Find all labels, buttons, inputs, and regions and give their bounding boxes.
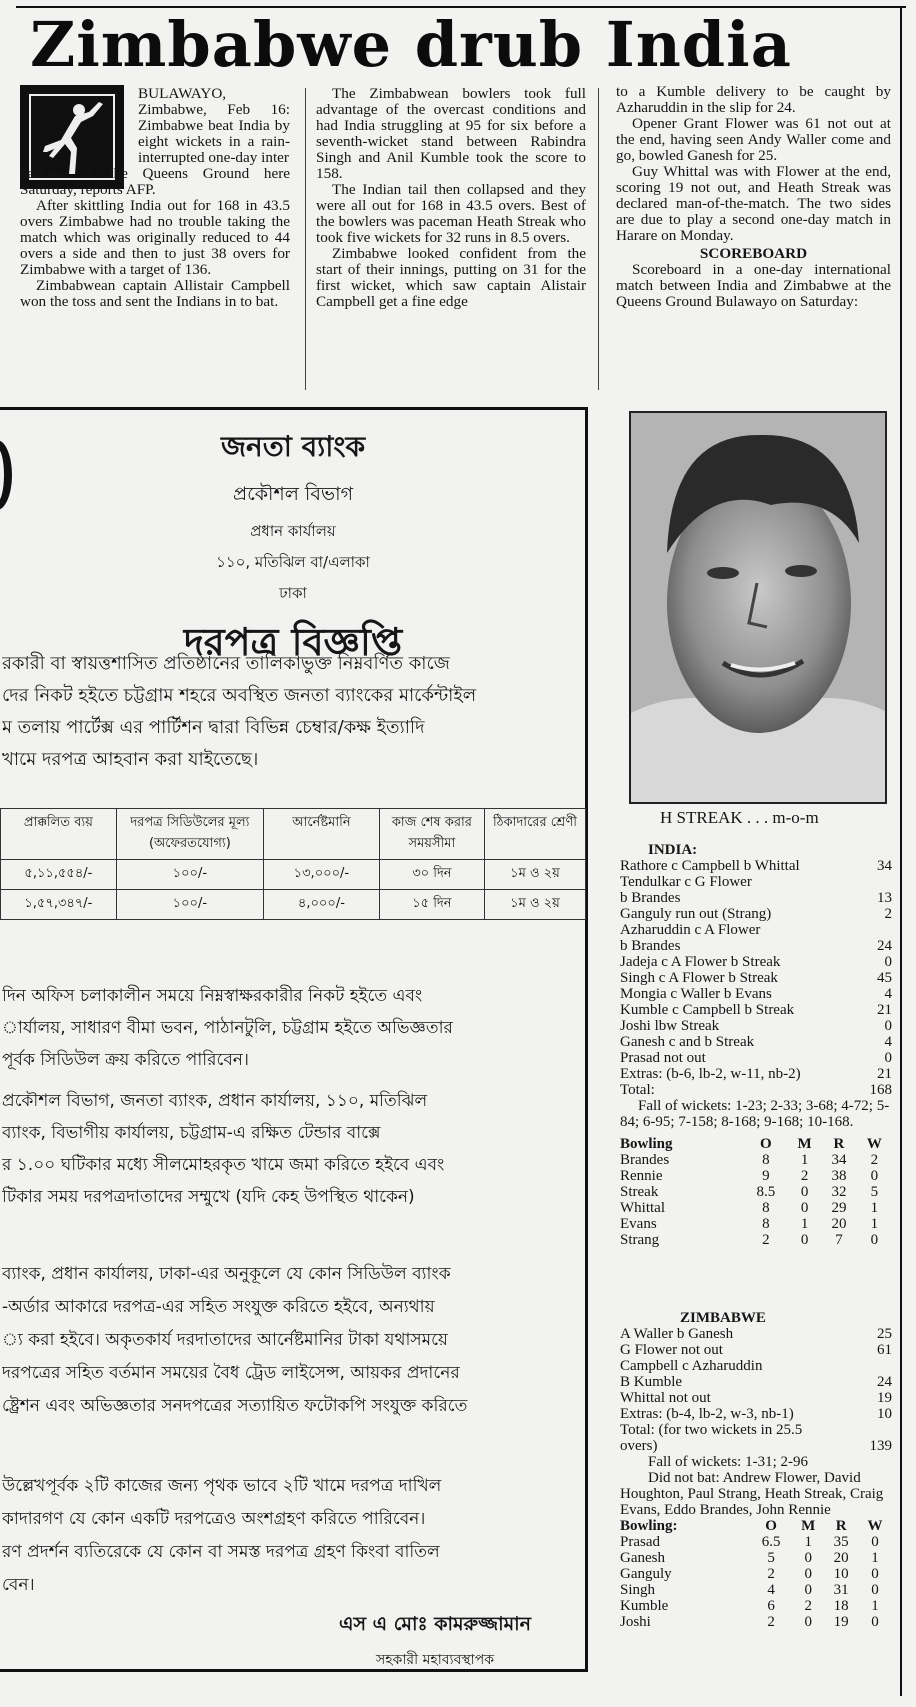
- column-rule-2: [598, 88, 599, 390]
- runs: 2: [884, 906, 892, 922]
- table-cell: ১৫ দিন: [379, 890, 484, 920]
- bowling-row: [620, 1200, 892, 1216]
- bowling-row: [620, 1168, 892, 1184]
- scoreboard-intro: Scoreboard in a one-day international match between India and Zimbabwe at the Queens Ground Bulawayo on Saturday:: [616, 261, 891, 310]
- bowling-cell: 8: [762, 1152, 770, 1168]
- bowling-cell: Prasad: [620, 1534, 660, 1550]
- batting-row: [620, 1066, 892, 1082]
- india-scorecard: [620, 842, 892, 1248]
- bowling-cell: 1: [870, 1200, 879, 1216]
- bowling-cell: Whittal: [620, 1200, 665, 1216]
- article-column-2: [316, 86, 586, 310]
- bowling-cell: R: [835, 1518, 847, 1534]
- tender-table: [0, 808, 586, 920]
- bowling-row: [620, 1582, 892, 1598]
- bowling-cell: M: [797, 1136, 812, 1152]
- right-border: [900, 6, 902, 1696]
- tender-para-3: [2, 1085, 584, 1213]
- zimbabwe-batting: [620, 1326, 892, 1454]
- runs: 24: [877, 1374, 892, 1390]
- table-header-cell: কাজ শেষ করার সময়সীমা: [379, 809, 484, 860]
- zimbabwe-scorecard: [620, 1310, 892, 1630]
- bowling-cell: 1: [800, 1152, 809, 1168]
- table-cell: ৪,০০০/-: [264, 890, 380, 920]
- article-para-3: Zimbabwean captain Allistair Campbell won the toss and sent the Indians in to bat.: [20, 277, 290, 310]
- batting-row: [620, 1438, 892, 1454]
- runs: 4: [884, 986, 892, 1002]
- runs: 25: [877, 1326, 892, 1342]
- runs: 10: [877, 1406, 892, 1422]
- department: প্রকৌশল বিভাগ: [232, 483, 354, 505]
- bowling-cell: 0: [804, 1582, 812, 1598]
- batting-row: [620, 1050, 892, 1066]
- tender-para-5: [2, 1470, 584, 1602]
- batting-row: [620, 970, 892, 986]
- bowling-cell: Strang: [620, 1232, 660, 1248]
- bowling-cell: 10: [833, 1566, 849, 1582]
- tender-table-header: [1, 809, 586, 860]
- article-para-6: Zimbabwe looked confident from the start of their innings, putting on 31 for the first wicket, which saw captain Alistair Campbell get a fine edge: [316, 245, 586, 310]
- batsman: Jadeja c A Flower b Streak: [620, 954, 781, 970]
- tender-line: পূর্বক সিডিউল ক্রয় করিতে পারিবেন।: [2, 1050, 250, 1070]
- batsman: Extras: (b-6, lb-2, w-11, nb-2): [620, 1066, 801, 1082]
- bank-name: জনতা ব্যাংক: [220, 430, 366, 463]
- bowling-cell: Rennie: [620, 1168, 663, 1184]
- india-title: INDIA:: [648, 842, 698, 858]
- batting-row: [620, 1374, 892, 1390]
- bowling-cell: 7: [835, 1232, 843, 1248]
- runs: 45: [877, 970, 892, 986]
- bowling-cell: 0: [804, 1566, 812, 1582]
- batsman: Rathore c Campbell b Whittal: [620, 858, 800, 874]
- table-cell: ৫,১১,৫৫৪/-: [1, 860, 117, 890]
- runs: 21: [877, 1002, 892, 1018]
- bowling-cell: 2: [762, 1232, 770, 1248]
- batsman: b Brandes: [620, 938, 681, 954]
- bowling-cell: 2: [767, 1566, 775, 1582]
- tender-para-2: [2, 980, 584, 1076]
- bowling-cell: 2: [870, 1152, 879, 1168]
- bowling-header: [620, 1518, 892, 1534]
- runs: 19: [877, 1390, 892, 1406]
- batting-row: [620, 1406, 892, 1422]
- table-cell: ১০০/-: [116, 860, 263, 890]
- bowling-cell: 4: [767, 1582, 775, 1598]
- table-cell: ৩০ দিন: [379, 860, 484, 890]
- bowling-cell: 31: [833, 1582, 849, 1598]
- zimbabwe-dnb: Did not bat: Andrew Flower, David Houghton, Paul Strang, Heath Streak, Craig Evans, Eddo Brandes, John Rennie: [620, 1470, 884, 1518]
- signer-name: এস এ মোঃ কামরুজ্জামান: [339, 1613, 531, 1635]
- bowling-cell: 1: [804, 1534, 812, 1550]
- runs: 4: [884, 1034, 892, 1050]
- tender-header: [0, 425, 586, 677]
- bowling-cell: 0: [804, 1550, 812, 1566]
- batsman: Ganesh c and b Streak: [620, 1034, 755, 1050]
- tender-line: র ১.০০ ঘটিকার মধ্যে সীলমোহরকৃত খামে জমা করিতে হইবে এবং: [2, 1155, 445, 1175]
- tender-line: ্য করা হইবে। অকৃতকার্য দরদাতাদের আর্নেষ্টমানির টাকা যথাসময়ে: [2, 1330, 448, 1350]
- bowling-cell: 5: [767, 1550, 775, 1566]
- bowling-row: [620, 1152, 892, 1168]
- bowling-cell: 2: [767, 1614, 775, 1630]
- batting-row: [620, 1018, 892, 1034]
- bowling-cell: 0: [800, 1200, 809, 1216]
- tender-line: প্রকৌশল বিভাগ, জনতা ব্যাংক, প্রধান কার্যালয়, ১১০, মতিঝিল: [2, 1091, 428, 1111]
- runs: 24: [877, 938, 892, 954]
- bowling-cell: 0: [800, 1184, 809, 1200]
- batsman: Prasad not out: [620, 1050, 706, 1066]
- table-cell: ১৩,০০০/-: [264, 860, 380, 890]
- table-cell: ১০০/-: [116, 890, 263, 920]
- batsman: Ganguly run out (Strang): [620, 906, 772, 922]
- bowling-cell: Joshi: [620, 1614, 651, 1630]
- tender-line: দের নিকট হইতে চট্টগ্রাম শহরে অবস্থিত জনতা ব্যাংকের মার্কেন্টাইল: [2, 685, 477, 706]
- bowling-cell: 20: [833, 1550, 849, 1566]
- batting-row: [620, 1034, 892, 1050]
- tender-para-4: [2, 1258, 584, 1423]
- bowling-cell: 1: [871, 1550, 879, 1566]
- bowling-cell: R: [833, 1136, 845, 1152]
- batsman: Total:: [620, 1082, 655, 1098]
- runs: 139: [869, 1438, 892, 1454]
- office-address: ১১০, মতিঝিল বা/এলাকা: [216, 553, 370, 571]
- signer-title: সহকারী মহাব্যবস্থাপক: [375, 1652, 495, 1668]
- bowling-row: [620, 1232, 892, 1248]
- bowling-cell: 38: [831, 1168, 847, 1184]
- bowling-cell: 0: [804, 1614, 812, 1630]
- batting-row: [620, 954, 892, 970]
- bowling-cell: O: [765, 1518, 777, 1534]
- tender-line: ষ্ট্রেশন এবং অভিজ্ঞতার সনদপত্রের সত্যায়িত ফটোকপি সংযুক্ত করিতে: [2, 1396, 468, 1416]
- batsman: Kumble c Campbell b Streak: [620, 1002, 795, 1018]
- bowling-cell: 34: [831, 1152, 847, 1168]
- tender-line: দরপত্রের সহিত বর্তমান সময়ের বৈধ ট্রেড লাইসেন্স, আয়কর প্রদানের: [2, 1363, 460, 1383]
- article-para-2: After skittling India out for 168 in 43.5 overs Zimbabwe had no trouble taking the match which was originally reduced to 44 overs a side and then to just 38 overs for Zimbabwe with a target of 136.: [20, 197, 290, 278]
- batsman: Total: (for two wickets in 25.5: [620, 1422, 803, 1438]
- signature-block: [290, 1610, 580, 1672]
- runs: 13: [877, 890, 892, 906]
- india-fow: Fall of wickets: 1-23; 2-33; 3-68; 4-72; 5-84; 6-95; 7-158; 8-168; 9-168; 10-168.: [620, 1098, 890, 1130]
- bowling-cell: 0: [871, 1534, 879, 1550]
- article-para-1b: national at the Queens Ground here Saturday, reports AFP.: [20, 165, 290, 198]
- bowling-cell: 6: [767, 1598, 775, 1614]
- bowling-cell: Brandes: [620, 1152, 670, 1168]
- batsman: A Waller b Ganesh: [620, 1326, 734, 1342]
- tender-line: ব্যাংক, বিভাগীয় কার্যালয়, চট্টগ্রাম-এ রক্ষিত টেন্ডার বাক্সে: [2, 1123, 381, 1143]
- bowling-row: [620, 1598, 892, 1614]
- batsman: Mongia c Waller b Evans: [620, 986, 772, 1002]
- batting-row: [620, 1342, 892, 1358]
- bowling-cell: Singh: [620, 1582, 656, 1598]
- bowling-row: [620, 1550, 892, 1566]
- tender-line: রণ প্রদর্শন ব্যতিরেকে যে কোন বা সমস্ত দরপত্র গ্রহণ কিংবা বাতিল: [2, 1542, 440, 1562]
- tender-para-1: [2, 648, 584, 776]
- zimbabwe-title: ZIMBABWE: [680, 1310, 766, 1326]
- batting-row: [620, 1390, 892, 1406]
- tender-line: ার্যালয়, সাধারণ বীমা ভবন, পাঠানটুলি, চট্টগ্রাম হইতে অভিজ্ঞতার: [2, 1018, 453, 1038]
- zimbabwe-bowling-table: [620, 1518, 892, 1630]
- batting-row: [620, 1422, 892, 1438]
- bowling-cell: 2: [800, 1168, 809, 1184]
- runs: 21: [877, 1066, 892, 1082]
- bowling-cell: 0: [800, 1232, 809, 1248]
- table-cell: ১,৫৭,৩৪৭/-: [1, 890, 117, 920]
- batsman: Extras: (b-4, lb-2, w-3, nb-1): [620, 1406, 794, 1422]
- batsman: Joshi lbw Streak: [620, 1018, 720, 1034]
- bowling-cell: 2: [804, 1598, 812, 1614]
- table-header-cell: ঠিকাদারের শ্রেণী: [484, 809, 585, 860]
- batsman: Whittal not out: [620, 1390, 711, 1406]
- scoreboard-title: SCOREBOARD: [699, 245, 808, 262]
- column-rule-1: [305, 88, 306, 390]
- bowling-cell: Kumble: [620, 1598, 669, 1614]
- batting-row: [620, 874, 892, 890]
- article-para-7: to a Kumble delivery to be caught by Azharuddin in the slip for 24.: [616, 83, 891, 116]
- article-para-4: The Zimbabwean bowlers took full advantage of the overcast conditions and had India struggling at 95 for six before a seventh-wicket stand between Rabindra Singh and Anil Kumble took the score to 158.: [316, 85, 586, 182]
- bowling-cell: 8: [762, 1216, 770, 1232]
- batsman: B Kumble: [620, 1374, 683, 1390]
- bowling-cell: 0: [870, 1168, 879, 1184]
- article-para-5: The Indian tail then collapsed and they were all out for 168 in 43.5 overs. Best of the bowlers was paceman Heath Streak who took five wickets for 32 runs in 8.5 overs.: [316, 181, 586, 246]
- bowling-cell: 1: [800, 1216, 809, 1232]
- batsman: Campbell c Azharuddin: [620, 1358, 763, 1374]
- india-bowling-table: [620, 1136, 892, 1248]
- article-para-1a: BULAWAYO, Zimbabwe, Feb 16: Zimbabwe beat India by eight wickets in a rain-interrupted one-day inter: [138, 85, 290, 166]
- tender-line: কাদারগণ যে কোন একটি দরপত্রেও অংশগ্রহণ করিতে পারিবেন।: [2, 1509, 426, 1529]
- article-column-3: [616, 84, 891, 310]
- table-cell: ১ম ও ২য়: [484, 890, 585, 920]
- tender-table-row: [1, 890, 586, 920]
- bowling-cell: 32: [831, 1184, 847, 1200]
- tender-line: রকারী বা স্বায়ত্তশাসিত প্রতিষ্ঠানের তালিকাভুক্ত নিম্নবর্ণিত কাজে: [2, 653, 450, 674]
- zimbabwe-fow: Fall of wickets: 1-31; 2-96: [648, 1454, 808, 1470]
- table-header-cell: আর্নেষ্টমানি: [264, 809, 380, 860]
- bowling-cell: Streak: [620, 1184, 659, 1200]
- bowling-cell: 0: [870, 1232, 879, 1248]
- bowling-cell: 6.5: [761, 1534, 781, 1550]
- tender-line: বেন।: [2, 1575, 35, 1595]
- bowling-row: [620, 1534, 892, 1550]
- batting-row: [620, 858, 892, 874]
- bowling-cell: 29: [831, 1200, 847, 1216]
- bowling-cell: 18: [833, 1598, 849, 1614]
- batting-row: [620, 922, 892, 938]
- bowling-cell: Bowling: [620, 1136, 673, 1152]
- batsman: b Brandes: [620, 890, 681, 906]
- table-cell: ১ম ও ২য়: [484, 860, 585, 890]
- tender-line: ব্যাংক, প্রধান কার্যালয়, ঢাকা-এর অনুকূলে যে কোন সিডিউল ব্যাংক: [2, 1264, 451, 1284]
- article-para-8: Opener Grant Flower was 61 not out at the end, having seen Andy Waller come and go, bowled Ganesh for 25.: [616, 115, 891, 164]
- runs: 0: [884, 1050, 892, 1066]
- batting-row: [620, 906, 892, 922]
- batsman: G Flower not out: [620, 1342, 723, 1358]
- article-column-1: [20, 86, 290, 310]
- india-batting: [620, 858, 892, 1098]
- runs: 0: [884, 954, 892, 970]
- bowling-cell: Evans: [620, 1216, 657, 1232]
- bowling-cell: 0: [871, 1582, 879, 1598]
- bowling-row: [620, 1566, 892, 1582]
- bowling-cell: 20: [831, 1216, 847, 1232]
- bowling-row: [620, 1184, 892, 1200]
- bowling-cell: 1: [870, 1216, 879, 1232]
- bowling-header: [620, 1136, 892, 1152]
- batting-row: [620, 1082, 892, 1098]
- office-city: ঢাকা: [279, 584, 307, 602]
- bowling-row: [620, 1216, 892, 1232]
- headline: Zimbabwe drub India: [30, 8, 792, 81]
- batting-row: [620, 890, 892, 906]
- bowling-cell: M: [801, 1518, 816, 1534]
- tender-line: দিন অফিস চলাকালীন সময়ে নিম্নস্বাক্ষরকারীর নিকট হইতে এবং: [2, 986, 423, 1006]
- bowling-row: [620, 1614, 892, 1630]
- batsman: Azharuddin c A Flower: [620, 922, 761, 938]
- bowling-cell: Ganesh: [620, 1550, 665, 1566]
- bowling-cell: 0: [871, 1566, 879, 1582]
- bowling-cell: 1: [871, 1598, 879, 1614]
- bowling-cell: 35: [833, 1534, 849, 1550]
- photo-caption: H STREAK . . . m-o-m: [660, 808, 819, 827]
- tender-line: ম তলায় পার্টেক্স এর পার্টিশন দ্বারা বিভিন্ন চেম্বার/কক্ষ ইত্যাদি: [2, 717, 425, 738]
- bowling-cell: W: [866, 1136, 882, 1152]
- runs: 34: [877, 858, 892, 874]
- batting-row: [620, 1358, 892, 1374]
- batting-row: [620, 986, 892, 1002]
- runs: 0: [884, 1018, 892, 1034]
- bowling-cell: 8.5: [756, 1184, 776, 1200]
- runs: 61: [877, 1342, 892, 1358]
- tender-line: খামে দরপত্র আহবান করা যাইতেছে।: [2, 749, 259, 770]
- batting-row: [620, 1326, 892, 1342]
- player-photo: [629, 411, 887, 804]
- bowling-cell: 19: [833, 1614, 849, 1630]
- batting-row: [620, 1002, 892, 1018]
- head-office: প্রধান কার্যালয়: [250, 522, 336, 540]
- batsman: Singh c A Flower b Streak: [620, 970, 778, 986]
- bowling-cell: 8: [762, 1200, 770, 1216]
- table-header-cell: দরপত্র সিডিউলের মূল্য (অফেরতযোগ্য): [116, 809, 263, 860]
- bowling-cell: 0: [871, 1614, 879, 1630]
- runs: 168: [869, 1082, 892, 1098]
- batting-row: [620, 938, 892, 954]
- tender-line: উল্লেখপূর্বক ২টি কাজের জন্য পৃথক ভাবে ২টি খামে দরপত্র দাখিল: [2, 1476, 442, 1496]
- article-para-9: Guy Whittal was with Flower at the end, scoring 19 not out, and Heath Streak was declared man-of-the-match. The two sides are due to play a second one-day match in Harare on Monday.: [616, 163, 891, 244]
- tender-line: টিকার সময় দরপত্রদাতাদের সম্মুখে (যদি কেহ উপস্থিত থাকেন): [2, 1187, 415, 1207]
- batsman: overs): [620, 1438, 658, 1454]
- bowling-cell: Bowling:: [620, 1518, 678, 1534]
- bowling-cell: O: [759, 1136, 772, 1152]
- bowling-cell: Ganguly: [620, 1566, 672, 1582]
- batsman: Tendulkar c G Flower: [620, 874, 752, 890]
- tender-line: -অর্ডার আকারে দরপত্র-এর সহিত সংযুক্ত করিতে হইবে, অন্যথায়: [2, 1297, 435, 1317]
- table-header-cell: প্রাক্কলিত ব্যয়: [1, 809, 117, 860]
- bowling-cell: 5: [870, 1184, 879, 1200]
- tender-table-row: [1, 860, 586, 890]
- bowling-cell: 9: [762, 1168, 770, 1184]
- tender-title: দরপত্র বিজ্ঞপ্তি: [183, 620, 403, 664]
- bowling-cell: W: [867, 1518, 883, 1534]
